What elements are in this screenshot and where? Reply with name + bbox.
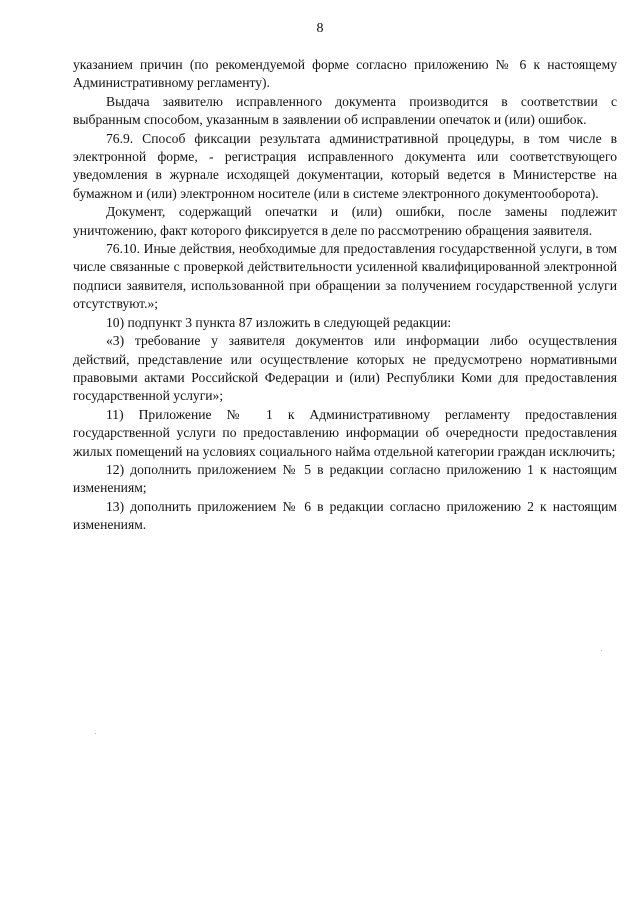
scan-speck: [95, 733, 96, 734]
paragraph: 11) Приложение № 1 к Административному регламенту предоставления государственной услуги по предоставлению информации об очередности предоставления жилых помещений на условиях социального найма отдельной категории граждан исключить;: [73, 406, 617, 459]
paragraph: 76.10. Иные действия, необходимые для предоставления государственной услуги, в том числе связанные с проверкой действительности усиленной квалифицированной электронной подписи заявителя, использованной при обращении за получением государственной услуги отсутствуют.»;: [73, 241, 617, 312]
paragraph: 13) дополнить приложением № 6 в редакции согласно приложению 2 к настоящим изменениям.: [73, 498, 617, 533]
scan-speck: [601, 650, 602, 651]
paragraph: «3) требование у заявителя документов или информации либо осуществления действий, представление или осуществление которых не предусмотрено нормативными правовыми актами Российской Федерации и (или) Республики Коми для предоставления государственной услуги»;: [73, 333, 617, 404]
paragraph: указанием причин (по рекомендуемой форме согласно приложению № 6 к настоящему Административному регламенту).: [73, 57, 617, 91]
paragraph: 12) дополнить приложением № 5 в редакции согласно приложению 1 к настоящим изменениям;: [73, 461, 617, 496]
paragraph: Документ, содержащий опечатки и (или) ошибки, после замены подлежит уничтожению, факт которого фиксируется в деле по рассмотрению обращения заявителя.: [73, 204, 617, 238]
paragraph: 76.9. Способ фиксации результата административной процедуры, в том числе в электронной форме, - регистрация исправленного документа или соответствующего уведомления в журнале исходящей документации, который ведется в Министерстве на бумажном и (или) электронном носителе (или в системе электронного документооборота).: [73, 130, 617, 201]
page-number: 8: [316, 21, 324, 36]
document-body: [73, 56, 617, 535]
paragraph: Выдача заявителю исправленного документа производится в соответствии с выбранным способом, указанным в заявлении об исправлении опечаток и (или) ошибок.: [73, 93, 617, 128]
paragraph: 10) подпункт 3 пункта 87 изложить в следующей редакции:: [106, 314, 452, 330]
